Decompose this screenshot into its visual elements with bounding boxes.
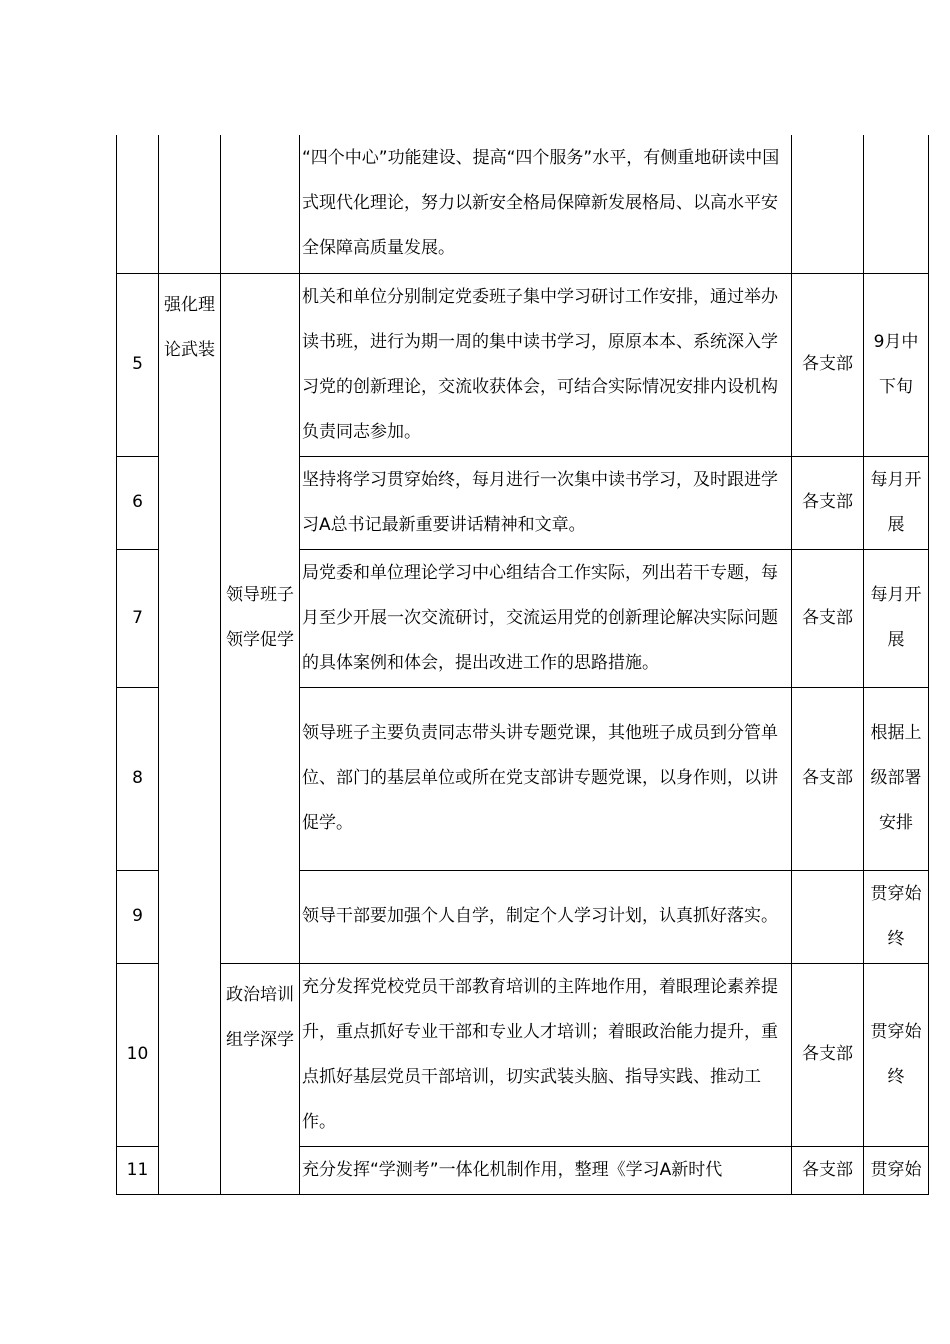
row-number: 6 — [117, 456, 159, 549]
row-number: 9 — [117, 870, 159, 963]
row-number: 11 — [117, 1146, 159, 1194]
schedule-time: 贯穿始终 — [864, 963, 929, 1146]
responsible-dept: 各支部 — [792, 549, 864, 687]
schedule-time: 贯穿始终 — [864, 870, 929, 963]
task-content: 坚持将学习贯穿始终，每月进行一次集中读书学习，及时跟进学习A总书记最新重要讲话精神和文章。 — [300, 456, 792, 549]
task-content: 充分发挥“学测考”一体化机制作用，整理《学习A新时代 — [300, 1146, 792, 1194]
task-content: “四个中心”功能建设、提高“四个服务”水平，有侧重地研读中国式现代化理论，努力以新安全格局保障新发展格局、以高水平安全保障高质量发展。 — [300, 135, 792, 273]
responsible-dept: 各支部 — [792, 1146, 864, 1194]
method-cell — [221, 135, 300, 273]
work-plan-table — [116, 135, 929, 1195]
task-content: 局党委和单位理论学习中心组结合工作实际，列出若干专题，每月至少开展一次交流研讨，交流运用党的创新理论解决实际问题的具体案例和体会，提出改进工作的思路措施。 — [300, 549, 792, 687]
responsible-dept: 各支部 — [792, 963, 864, 1146]
table-row — [117, 963, 929, 1146]
schedule-time: 9月中下旬 — [864, 273, 929, 456]
row-number — [117, 135, 159, 273]
row-number: 7 — [117, 549, 159, 687]
schedule-time: 每月开展 — [864, 456, 929, 549]
task-content: 领导班子主要负责同志带头讲专题党课，其他班子成员到分管单位、部门的基层单位或所在党支部讲专题党课，以身作则，以讲促学。 — [300, 687, 792, 870]
table-row — [117, 135, 929, 273]
category-cell — [159, 135, 221, 273]
task-content: 机关和单位分别制定党委班子集中学习研讨工作安排，通过举办读书班，进行为期一周的集中读书学习，原原本本、系统深入学习党的创新理论，交流收获体会，可结合实际情况安排内设机构负责同志参加。 — [300, 273, 792, 456]
schedule-time: 每月开展 — [864, 549, 929, 687]
responsible-dept: 各支部 — [792, 456, 864, 549]
task-content: 充分发挥党校党员干部教育培训的主阵地作用，着眼理论素养提升，重点抓好专业干部和专业人才培训；着眼政治能力提升，重点抓好基层党员干部培训，切实武装头脑、指导实践、推动工作。 — [300, 963, 792, 1146]
responsible-dept: 各支部 — [792, 273, 864, 456]
responsible-dept — [792, 135, 864, 273]
schedule-time — [864, 135, 929, 273]
row-number: 8 — [117, 687, 159, 870]
method-cell: 领导班子领学促学 — [221, 273, 300, 963]
responsible-dept: 各支部 — [792, 687, 864, 870]
table-row — [117, 273, 929, 456]
row-number: 5 — [117, 273, 159, 456]
method-cell: 政治培训组学深学 — [221, 963, 300, 1194]
row-number: 10 — [117, 963, 159, 1146]
category-cell: 强化理论武装 — [159, 273, 221, 1194]
schedule-time: 贯穿始 — [864, 1146, 929, 1194]
schedule-time: 根据上级部署安排 — [864, 687, 929, 870]
task-content: 领导干部要加强个人自学，制定个人学习计划，认真抓好落实。 — [300, 870, 792, 963]
responsible-dept — [792, 870, 864, 963]
